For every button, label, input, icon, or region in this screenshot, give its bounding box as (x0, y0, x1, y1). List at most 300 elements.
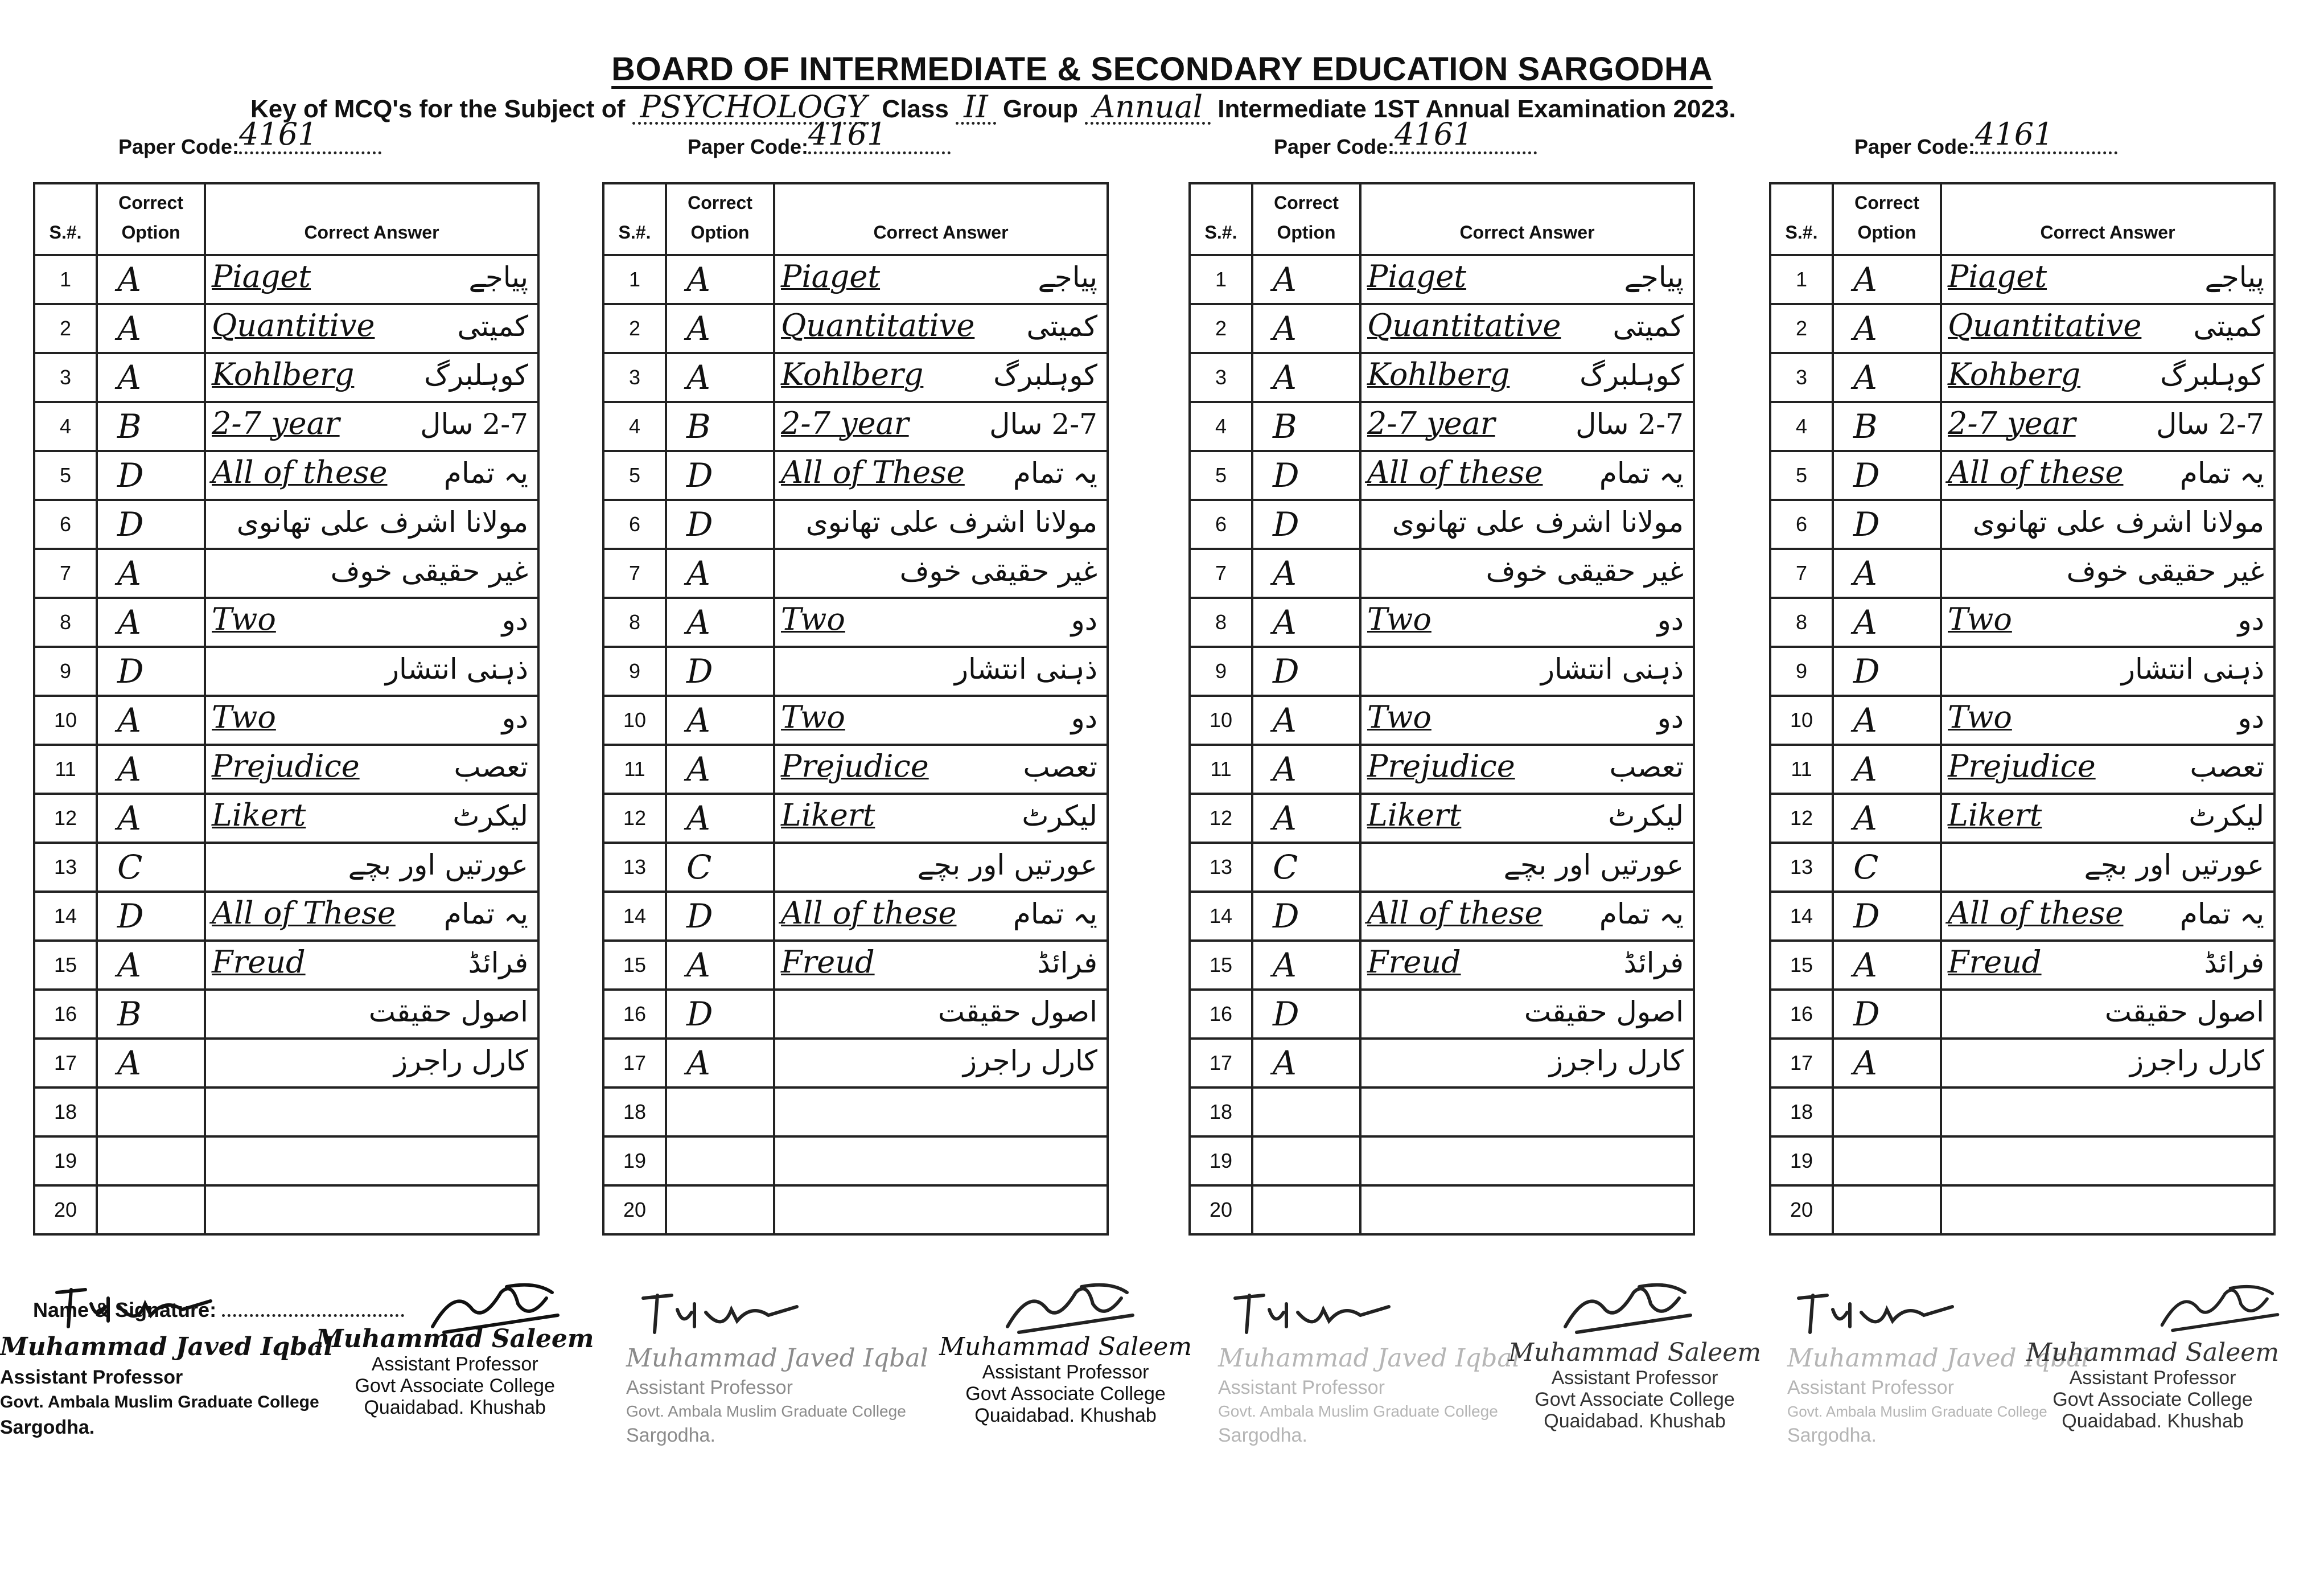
table-row (603, 647, 1108, 696)
left-signatory-college-2: Govt. Ambala Muslim Graduate College (626, 1402, 906, 1420)
answer-english: Two (212, 699, 276, 735)
answer-urdu: پیاجے (1038, 261, 1097, 294)
correct-option: D (1252, 500, 1360, 549)
answer-key-table (1188, 182, 1695, 1236)
col-header-answer: Correct Answer (205, 183, 538, 255)
paper-code (118, 116, 381, 163)
handwritten-signature-saleem-2 (996, 1275, 1144, 1338)
answer-urdu: فرائڈ (2204, 946, 2264, 979)
correct-option: D (97, 892, 205, 941)
answer-english: Kohlberg (212, 356, 355, 392)
answer-urdu: مولانا اشرف علی تھانوی (805, 506, 1097, 539)
serial-number: 5 (34, 451, 97, 500)
correct-option (666, 1136, 774, 1185)
serial-number: 5 (1190, 451, 1252, 500)
serial-number: 9 (1190, 647, 1252, 696)
right-signatory-college: Govt Associate College (355, 1375, 555, 1397)
answer-key-body (1190, 255, 1694, 1234)
correct-option: D (1833, 500, 1941, 549)
col-header-sn: S.#. (1190, 183, 1252, 255)
answer-key-table (1769, 182, 2276, 1236)
serial-number: 15 (34, 941, 97, 990)
table-row (1190, 598, 1694, 647)
table-row (1770, 745, 2274, 794)
answer-english: 2-7 year (212, 405, 340, 441)
left-signatory-college-3: Govt. Ambala Muslim Graduate College (1218, 1402, 1498, 1420)
table-row (1770, 598, 2274, 647)
col-header-option-line1: Correct (118, 192, 183, 213)
correct-option: B (97, 402, 205, 451)
table-row (603, 353, 1108, 402)
answer-urdu: عورتیں اور بچے (1503, 848, 1684, 881)
correct-answer (1941, 1136, 2274, 1185)
correct-answer (774, 598, 1108, 647)
answer-urdu: 2-7 سال (420, 408, 528, 441)
table-row (1190, 892, 1694, 941)
answer-urdu: تعصب (1023, 750, 1097, 783)
correct-option: D (1833, 451, 1941, 500)
serial-number: 17 (603, 1039, 666, 1087)
answer-urdu: یہ تمام (443, 457, 528, 490)
correct-option (97, 1136, 205, 1185)
answer-english: All of these (1367, 454, 1543, 490)
serial-number: 3 (1190, 353, 1252, 402)
paper-code-value: 4161 (239, 117, 381, 154)
col-header-option-line1: Correct (1274, 192, 1339, 213)
serial-number: 20 (34, 1185, 97, 1234)
table-row (34, 647, 538, 696)
answer-urdu: یہ تمام (1599, 897, 1684, 930)
table-row (1190, 1039, 1694, 1087)
serial-number: 9 (603, 647, 666, 696)
correct-option: A (1252, 1039, 1360, 1087)
answer-key-header (34, 183, 538, 255)
group-label: Group (1002, 95, 1078, 123)
col-header-option (1833, 183, 1941, 255)
serial-number: 19 (1770, 1136, 1833, 1185)
answer-urdu: یہ تمام (1599, 457, 1684, 490)
answer-english: Piaget (1367, 258, 1467, 294)
col-header-option (666, 183, 774, 255)
correct-answer (1360, 892, 1694, 941)
serial-number: 17 (1770, 1039, 1833, 1087)
serial-number: 11 (1190, 745, 1252, 794)
table-row (1770, 255, 2274, 304)
correct-answer (1941, 990, 2274, 1039)
left-signatory-city: Sargodha. (0, 1417, 95, 1438)
table-row (1190, 990, 1694, 1039)
answer-urdu: اصول حقیقت (1524, 995, 1684, 1028)
col-header-option-line2: Option (690, 222, 750, 243)
right-signatory-city-3: Quaidabad. Khushab (1544, 1410, 1726, 1432)
serial-number: 16 (1770, 990, 1833, 1039)
correct-option: A (97, 745, 205, 794)
answer-urdu: کمیتی (1613, 310, 1684, 343)
correct-answer (1360, 647, 1694, 696)
correct-option: A (1252, 696, 1360, 745)
paper-code-value: 4161 (1395, 117, 1537, 154)
correct-option: D (666, 451, 774, 500)
correct-answer (774, 1039, 1108, 1087)
answer-english: 2-7 year (1367, 405, 1495, 441)
answer-key-body (603, 255, 1108, 1234)
correct-option: D (1833, 990, 1941, 1039)
answer-english: Piaget (781, 258, 881, 294)
answer-key-header (1770, 183, 2274, 255)
correct-answer (1941, 549, 2274, 598)
left-signatory-name-4: Muhammad Javed Iqbal (1787, 1344, 2089, 1373)
correct-option: A (1252, 549, 1360, 598)
table-row (1190, 304, 1694, 353)
paper-code (1854, 116, 2117, 163)
serial-number: 13 (603, 843, 666, 892)
correct-option: A (1252, 255, 1360, 304)
serial-number: 14 (603, 892, 666, 941)
serial-number: 11 (34, 745, 97, 794)
correct-option (1252, 1185, 1360, 1234)
left-signatory-title-2: Assistant Professor (626, 1377, 793, 1398)
right-signatory-title-3: Assistant Professor (1551, 1367, 1718, 1389)
answer-english: Two (781, 699, 845, 735)
correct-answer (1360, 500, 1694, 549)
correct-option: D (97, 451, 205, 500)
serial-number: 18 (603, 1087, 666, 1136)
answer-english: Two (212, 601, 276, 637)
correct-option: C (1833, 843, 1941, 892)
correct-answer (774, 892, 1108, 941)
left-signatory-name: Muhammad Javed Iqbal (0, 1332, 334, 1361)
col-header-answer: Correct Answer (774, 183, 1108, 255)
answer-urdu: غیر حقیقی خوف (1486, 555, 1684, 588)
correct-answer (774, 990, 1108, 1039)
table-row (34, 794, 538, 843)
col-header-option-line2: Option (1277, 222, 1336, 243)
col-header-option (1252, 183, 1360, 255)
serial-number: 10 (1770, 696, 1833, 745)
answer-english: All of these (1948, 454, 2124, 490)
right-signatory-stamp-3 (1508, 1338, 1761, 1432)
table-row (603, 1185, 1108, 1234)
paper-code-value: 4161 (1975, 117, 2117, 154)
correct-answer (1941, 402, 2274, 451)
serial-number: 9 (1770, 647, 1833, 696)
answer-english: Likert (781, 797, 875, 833)
answer-urdu: 2-7 سال (1576, 408, 1684, 441)
correct-answer (774, 1136, 1108, 1185)
answer-urdu: لیکرٹ (2189, 799, 2264, 832)
serial-number: 9 (34, 647, 97, 696)
serial-number: 6 (603, 500, 666, 549)
correct-option: A (1833, 549, 1941, 598)
table-row (1190, 647, 1694, 696)
correct-option: A (97, 794, 205, 843)
serial-number: 8 (603, 598, 666, 647)
handwritten-signature-iqbal-2 (637, 1287, 808, 1338)
correct-option: A (97, 353, 205, 402)
answer-english: Two (1367, 601, 1432, 637)
paper-code-label: Paper Code: (118, 135, 240, 158)
serial-number: 4 (603, 402, 666, 451)
correct-answer (1360, 304, 1694, 353)
answer-urdu: کوہلبرگ (1580, 359, 1684, 392)
answer-urdu: کارل راجرز (393, 1044, 528, 1077)
correct-option: A (97, 549, 205, 598)
answer-urdu: ذہنی انتشار (1540, 652, 1684, 686)
answer-urdu: لیکرٹ (1608, 799, 1684, 832)
serial-number: 2 (603, 304, 666, 353)
answer-urdu: عورتیں اور بچے (2084, 848, 2264, 881)
correct-answer (1941, 794, 2274, 843)
correct-answer (1360, 941, 1694, 990)
serial-number: 13 (1770, 843, 1833, 892)
right-signatory-college-2: Govt Associate College (965, 1383, 1166, 1405)
serial-number: 10 (34, 696, 97, 745)
table-row (1770, 1039, 2274, 1087)
correct-answer (1941, 255, 2274, 304)
table-row (1190, 696, 1694, 745)
correct-answer (1360, 402, 1694, 451)
answer-english: Piaget (212, 258, 311, 294)
serial-number: 12 (603, 794, 666, 843)
signature-block-4 (1782, 1281, 2322, 1475)
correct-option: D (666, 647, 774, 696)
correct-answer (205, 794, 538, 843)
answer-english: Prejudice (1948, 748, 2096, 784)
correct-answer (1360, 696, 1694, 745)
serial-number: 16 (1190, 990, 1252, 1039)
serial-number: 14 (34, 892, 97, 941)
correct-answer (1360, 1039, 1694, 1087)
correct-answer (205, 402, 538, 451)
correct-option: A (1833, 941, 1941, 990)
table-row (603, 990, 1108, 1039)
name-signature-label (33, 1298, 404, 1322)
correct-answer (205, 500, 538, 549)
left-signatory-college: Govt. Ambala Muslim Graduate College (0, 1393, 319, 1411)
paper-code-label: Paper Code: (1274, 135, 1395, 158)
correct-answer (205, 843, 538, 892)
answer-english: All of These (212, 895, 396, 931)
table-row (603, 696, 1108, 745)
serial-number: 2 (34, 304, 97, 353)
signature-block-2 (620, 1281, 1212, 1475)
answer-english: Prejudice (781, 748, 929, 784)
correct-answer (1360, 843, 1694, 892)
right-signatory-college-3: Govt Associate College (1535, 1389, 1735, 1410)
correct-answer (774, 402, 1108, 451)
left-signatory-city-4: Sargodha. (1787, 1425, 1877, 1446)
table-row (34, 696, 538, 745)
correct-option: A (666, 1039, 774, 1087)
correct-option (97, 1185, 205, 1234)
table-row (603, 794, 1108, 843)
correct-answer (205, 990, 538, 1039)
col-header-option-line2: Option (121, 222, 180, 243)
serial-number: 16 (603, 990, 666, 1039)
correct-answer (205, 647, 538, 696)
correct-option: A (97, 941, 205, 990)
col-header-option-line1: Correct (1854, 192, 1919, 213)
left-signatory-title-3: Assistant Professor (1218, 1377, 1385, 1398)
answer-english: Quantitative (1948, 307, 2142, 343)
answer-urdu: دو (2237, 604, 2264, 637)
serial-number: 17 (34, 1039, 97, 1087)
correct-answer (205, 745, 538, 794)
answer-urdu: دو (501, 604, 528, 637)
class-value: II (956, 92, 996, 125)
serial-number: 11 (1770, 745, 1833, 794)
correct-option: B (1252, 402, 1360, 451)
answer-english: Prejudice (1367, 748, 1515, 784)
serial-number: 5 (1770, 451, 1833, 500)
correct-answer (774, 304, 1108, 353)
correct-answer (1941, 843, 2274, 892)
table-row (1770, 1136, 2274, 1185)
serial-number: 7 (603, 549, 666, 598)
col-header-sn: S.#. (603, 183, 666, 255)
answer-english: Quantitative (1367, 307, 1561, 343)
table-row (1190, 353, 1694, 402)
table-row (1190, 941, 1694, 990)
paper-code-label: Paper Code: (688, 135, 809, 158)
answer-urdu: مولانا اشرف علی تھانوی (1392, 506, 1684, 539)
correct-answer (774, 794, 1108, 843)
serial-number: 1 (34, 255, 97, 304)
serial-number: 12 (34, 794, 97, 843)
table-row (603, 549, 1108, 598)
serial-number: 18 (1190, 1087, 1252, 1136)
answer-english: 2-7 year (1948, 405, 2076, 441)
serial-number: 18 (1770, 1087, 1833, 1136)
answer-urdu: مولانا اشرف علی تھانوی (1972, 506, 2264, 539)
answer-urdu: یہ تمام (1013, 897, 1097, 930)
answer-urdu: یہ تمام (443, 897, 528, 930)
correct-option: A (666, 598, 774, 647)
answer-urdu: کوہلبرگ (993, 359, 1097, 392)
handwritten-signature-saleem-4 (2152, 1275, 2288, 1338)
table-row (1770, 892, 2274, 941)
table-row (34, 500, 538, 549)
serial-number: 2 (1190, 304, 1252, 353)
table-row (603, 402, 1108, 451)
table-row (603, 1136, 1108, 1185)
serial-number: 12 (1770, 794, 1833, 843)
class-label: Class (882, 95, 949, 123)
answer-urdu: پیاجے (1624, 261, 1684, 294)
correct-answer (205, 304, 538, 353)
serial-number: 7 (34, 549, 97, 598)
answer-urdu: ذہنی انتشار (2121, 652, 2264, 686)
right-signatory-name: Muhammad Saleem (316, 1324, 594, 1353)
answer-english: Piaget (1948, 258, 2047, 294)
answer-urdu: فرائڈ (1037, 946, 1097, 979)
correct-option: A (1833, 794, 1941, 843)
table-row (603, 1039, 1108, 1087)
correct-option: D (1833, 647, 1941, 696)
correct-answer (774, 1185, 1108, 1234)
serial-number: 3 (603, 353, 666, 402)
correct-answer (1360, 794, 1694, 843)
answer-urdu: غیر حقیقی خوف (899, 555, 1097, 588)
answer-urdu: عورتیں اور بچے (348, 848, 528, 881)
answer-urdu: لیکرٹ (453, 799, 528, 832)
answer-english: All of These (781, 454, 965, 490)
right-signatory-title-4: Assistant Professor (2069, 1367, 2236, 1389)
serial-number: 3 (1770, 353, 1833, 402)
answer-english: Two (781, 601, 845, 637)
paper-code-value: 4161 (808, 117, 951, 154)
answer-key-table (602, 182, 1109, 1236)
correct-answer (1360, 255, 1694, 304)
answer-urdu: عورتیں اور بچے (917, 848, 1097, 881)
table-row (1190, 1087, 1694, 1136)
right-signatory-college-4: Govt Associate College (2052, 1389, 2253, 1410)
table-row (1190, 794, 1694, 843)
correct-answer (774, 843, 1108, 892)
correct-answer (774, 1087, 1108, 1136)
answer-english: Two (1367, 699, 1432, 735)
serial-number: 15 (1190, 941, 1252, 990)
correct-answer (774, 696, 1108, 745)
correct-answer (205, 892, 538, 941)
answer-english: Two (1948, 601, 2012, 637)
table-row (1190, 745, 1694, 794)
table-row (1190, 500, 1694, 549)
answer-urdu: اصول حقیقت (368, 995, 528, 1028)
correct-option (97, 1087, 205, 1136)
correct-answer (205, 353, 538, 402)
serial-number: 19 (34, 1136, 97, 1185)
left-signatory-name-2: Muhammad Javed Iqbal (626, 1344, 928, 1373)
signature-block-3 (1212, 1281, 1787, 1475)
correct-answer (1941, 696, 2274, 745)
serial-number: 4 (1190, 402, 1252, 451)
header-row (34, 183, 538, 255)
answer-english: Quantitive (212, 307, 375, 343)
table-row (1190, 255, 1694, 304)
serial-number: 8 (1190, 598, 1252, 647)
correct-option: A (1252, 794, 1360, 843)
correct-answer (1941, 1039, 2274, 1087)
correct-option: A (666, 304, 774, 353)
right-signatory-title: Assistant Professor (371, 1353, 538, 1375)
correct-option: C (1252, 843, 1360, 892)
signature-block-1 (0, 1281, 603, 1475)
table-row (34, 1185, 538, 1234)
table-row (1190, 402, 1694, 451)
table-row (34, 990, 538, 1039)
answer-urdu: دو (1071, 604, 1097, 637)
table-row (603, 598, 1108, 647)
serial-number: 3 (34, 353, 97, 402)
answer-english: Two (1948, 699, 2012, 735)
correct-option: A (1252, 745, 1360, 794)
header-row (1770, 183, 2274, 255)
serial-number: 14 (1190, 892, 1252, 941)
table-row (1770, 500, 2274, 549)
answer-english: Freud (212, 944, 306, 980)
correct-answer (205, 255, 538, 304)
correct-answer (774, 745, 1108, 794)
answer-english: Kohlberg (781, 356, 924, 392)
table-row (603, 500, 1108, 549)
correct-answer (1941, 451, 2274, 500)
correct-answer (1360, 1087, 1694, 1136)
correct-option: C (666, 843, 774, 892)
correct-answer (205, 451, 538, 500)
serial-number: 13 (34, 843, 97, 892)
serial-number: 14 (1770, 892, 1833, 941)
